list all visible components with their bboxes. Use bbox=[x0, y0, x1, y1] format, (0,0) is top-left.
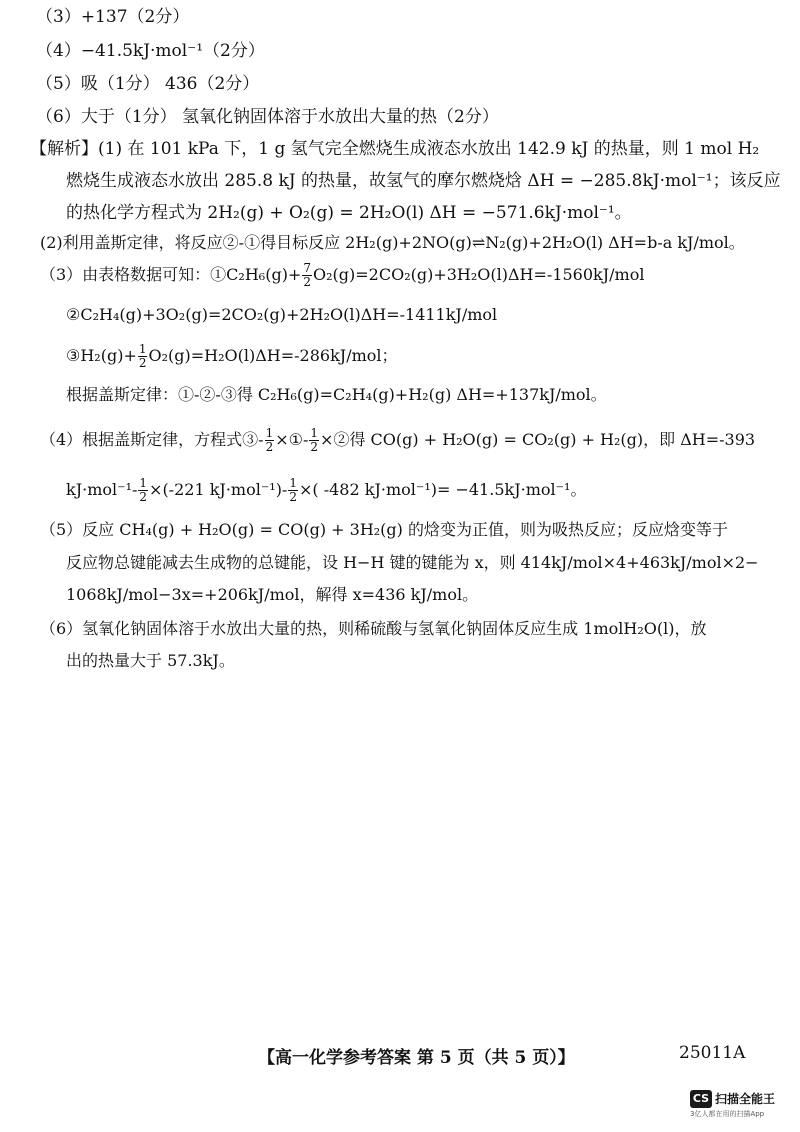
analysis-6-line2: 出的热量大于 57.3kJ。 bbox=[66, 651, 235, 670]
fraction: $\frac{7}{2}$ bbox=[303, 261, 311, 289]
analysis-4-line2: kJ·mol⁻¹- $\frac{1}{2}$ ×(-221 kJ·mol⁻¹)- $\frac{1}{2}$ ×( -482 kJ·mol⁻¹)= −41.5kJ·mol⁻¹。 bbox=[66, 476, 587, 504]
analysis-2: (2)利用盖斯定律，将反应②-①得目标反应 2H₂(g)+2NO(g)⇌N₂(g)+2H₂O(l) ΔH=b-a kJ/mol。 bbox=[40, 233, 745, 252]
camscanner-logo-icon: CS bbox=[690, 1090, 712, 1108]
fraction: $\frac{1}{2}$ bbox=[139, 476, 148, 504]
analysis-4-line1: （4）根据盖斯定律，方程式③- $\frac{1}{2}$ ×①- $\frac{1}{2}$ ×②得 CO(g) + H₂O(g) = CO₂(g) + H₂(g)，即 ΔH=-393 bbox=[40, 426, 756, 454]
answer-4: （4）−41.5kJ·mol⁻¹（2分） bbox=[36, 41, 265, 61]
analysis-3-conclusion: 根据盖斯定律：①-②-③得 C₂H₆(g)=C₂H₄(g)+H₂(g) ΔH=+137kJ/mol。 bbox=[66, 385, 607, 404]
analysis-3-eq1: （3）由表格数据可知：①C₂H₆(g)+ $\frac{7}{2}$ O₂(g)=2CO₂(g)+3H₂O(l)ΔH=-1560kJ/mol bbox=[40, 261, 645, 289]
analysis-5-line2: 反应物总键能减去生成物的总键能，设 H−H 键的键能为 x，则 414kJ/mol×4+463kJ/mol×2− bbox=[66, 553, 759, 572]
fraction: $\frac{1}{2}$ bbox=[265, 426, 274, 454]
page-footer: 【高一化学参考答案 第 5 页（共 5 页）】 bbox=[258, 1048, 575, 1068]
fraction: $\frac{1}{2}$ bbox=[289, 476, 297, 504]
analysis-1-line3: 的热化学方程式为 2H₂(g) + O₂(g) = 2H₂O(l) ΔH = −571.6kJ·mol⁻¹。 bbox=[66, 203, 632, 223]
analysis-5-line1: （5）反应 CH₄(g) + H₂O(g) = CO(g) + 3H₂(g) 的焓变为正值，则为吸热反应；反应焓变等于 bbox=[40, 520, 728, 539]
fraction: $\frac{1}{2}$ bbox=[310, 426, 319, 454]
analysis-6-line1: （6）氢氧化钠固体溶于水放出大量的热，则稀硫酸与氢氧化钠固体反应生成 1molH₂O(l)，放 bbox=[40, 619, 707, 638]
scanner-watermark bbox=[690, 1088, 776, 1118]
analysis-3-eq2: ②C₂H₄(g)+3O₂(g)=2CO₂(g)+2H₂O(l)ΔH=-1411kJ/mol bbox=[66, 305, 498, 324]
answer-3: （3）+137（2分） bbox=[36, 7, 190, 27]
document-code: 25011A bbox=[679, 1043, 746, 1063]
analysis-5-line3: 1068kJ/mol−3x=+206kJ/mol，解得 x=436 kJ/mol。 bbox=[66, 585, 479, 604]
watermark-tagline: 3亿人都在用的扫描App bbox=[690, 1110, 765, 1118]
answer-6: （6）大于（1分） 氢氧化钠固体溶于水放出大量的热（2分） bbox=[36, 107, 499, 127]
answer-5: （5）吸（1分） 436（2分） bbox=[36, 74, 260, 94]
analysis-1-line2: 燃烧生成液态水放出 285.8 kJ 的热量，故氢气的摩尔燃烧焓 ΔH = −285.8kJ·mol⁻¹；该反应 bbox=[66, 171, 781, 191]
watermark-name: 扫描全能王 bbox=[715, 1092, 776, 1106]
fraction: $\frac{1}{2}$ bbox=[138, 342, 147, 370]
analysis-1-line1: 【解析】(1) 在 101 kPa 下，1 g 氢气完全燃烧生成液态水放出 142.9 kJ 的热量，则 1 mol H₂ bbox=[30, 139, 760, 159]
analysis-3-eq3: ③H₂(g)+ $\frac{1}{2}$ O₂(g)=H₂O(l)ΔH=-286kJ/mol； bbox=[66, 342, 398, 370]
